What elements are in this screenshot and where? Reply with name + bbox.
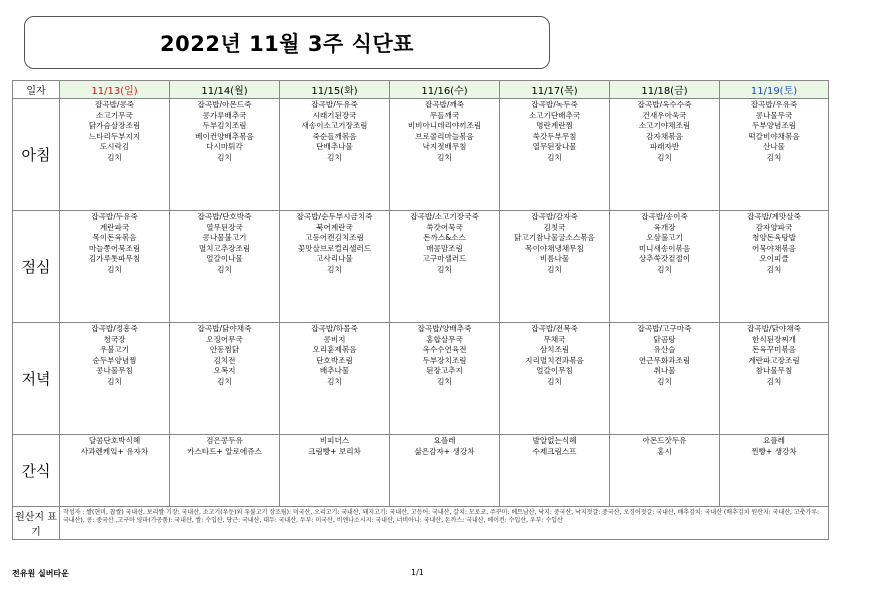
menu-item: 오징어무국: [206, 334, 243, 344]
menu-item: 떡갈비야채볶음: [748, 131, 800, 141]
menu-item: 김치전: [213, 355, 236, 365]
menu-item: 김칫국: [543, 222, 566, 232]
menu-cell: [610, 435, 720, 507]
meal-label: 아침: [13, 99, 60, 211]
menu-item: 김치: [107, 152, 122, 162]
menu-cell: [610, 323, 720, 435]
menu-item: 된장고추지: [426, 366, 463, 375]
menu-item: 육개장: [653, 222, 676, 232]
day-header: 11/17(목): [500, 81, 610, 99]
menu-cell: [280, 435, 390, 507]
menu-cell: [720, 323, 829, 435]
menu-cell: [500, 99, 610, 211]
menu-item: 요플레: [762, 436, 785, 445]
menu-item: 홍합살무국: [426, 334, 463, 344]
menu-item: 삶은감자+ 생강차: [414, 446, 475, 456]
menu-item: 잡곡밥/콩죽: [94, 100, 135, 109]
menu-item: 청양돈육탕밥: [751, 233, 796, 242]
menu-item: 느타리두부지지: [88, 131, 141, 141]
menu-item: 찐빵+ 생강차: [751, 446, 797, 456]
menu-item: 연근무화과조림: [638, 355, 691, 365]
menu-item: 고구마샐러드: [422, 254, 467, 263]
menu-cell: [390, 99, 500, 211]
menu-cell: [390, 211, 500, 323]
menu-item: 콩가루배추국: [202, 110, 247, 120]
menu-item: 요플레: [433, 436, 456, 445]
menu-cell: [500, 435, 610, 507]
menu-item: 순두부양념찜: [92, 355, 137, 365]
meal-label: 점심: [13, 211, 60, 323]
menu-item: 무채국: [543, 334, 566, 344]
menu-item: 잡곡밥/단호박죽: [197, 212, 252, 221]
menu-item: 파래자반: [649, 142, 680, 151]
meal-row: [13, 435, 829, 507]
menu-item: 잡곡밥/우유죽: [750, 100, 798, 109]
menu-item: 비름나물: [539, 254, 570, 263]
menu-item: 김치: [437, 264, 452, 274]
menu-item: 김치: [766, 264, 782, 274]
menu-item: 소고기야채조림: [638, 121, 691, 130]
menu-item: 도시락김: [99, 142, 130, 151]
menu-item: 어묵야채볶음: [751, 243, 796, 253]
menu-item: 김치: [657, 152, 672, 162]
menu-item: 잡곡밥/옥수수죽: [637, 100, 692, 109]
menu-item: 배추나물: [319, 366, 350, 375]
menu-table: [12, 80, 829, 540]
menu-item: 잡곡밥/고구마죽: [637, 324, 692, 333]
menu-item: 김치: [547, 264, 562, 274]
menu-item: 홍시: [657, 446, 672, 456]
menu-item: 단배추나물: [316, 142, 353, 151]
menu-item: 상추쑥갓겉절이: [638, 254, 691, 263]
menu-item: 발알없는식혜: [532, 436, 577, 445]
menu-item: 콩나물무국: [755, 110, 793, 120]
menu-item: 콩나물무침: [96, 366, 133, 375]
meal-label: 저녁: [13, 323, 60, 435]
menu-item: 꽃맛살브로컬리샐러드: [297, 243, 372, 253]
menu-item: 김치: [217, 152, 232, 162]
footer-facility-name: 전유원 실버타운: [12, 569, 69, 578]
menu-cell: [720, 99, 829, 211]
menu-item: 김치: [327, 376, 342, 386]
menu-item: 잡곡밥/두유죽: [311, 100, 358, 109]
menu-item: 열무된장국: [206, 222, 243, 232]
menu-item: 잡곡밥/아몬드죽: [197, 100, 252, 109]
menu-item: 소고기무국: [96, 110, 133, 120]
meal-row: [13, 211, 829, 323]
menu-item: 열무된장나물: [532, 142, 577, 151]
menu-item: 새송이소고기장조림: [301, 121, 368, 130]
menu-item: 잡곡밥/하몰죽: [311, 324, 358, 333]
menu-item: 닭고기참나물굴소스볶음: [514, 233, 595, 242]
menu-item: 두부양념조림: [751, 121, 796, 130]
menu-item: 목이야채냉채무침: [525, 243, 584, 253]
menu-item: 계란파국: [99, 222, 130, 232]
menu-item: 크림빵+ 보리차: [308, 446, 361, 456]
day-header: 11/15(화): [280, 81, 390, 99]
menu-item: 목이돈육볶음: [92, 233, 137, 242]
menu-item: 김치: [327, 264, 342, 274]
footer-page-number: 1/1: [411, 568, 424, 577]
menu-item: 두부장치조림: [422, 355, 467, 365]
menu-item: 잡곡밥/전복죽: [531, 324, 578, 333]
menu-item: 명란계란찜: [536, 121, 573, 130]
menu-item: 오삼불고기: [646, 233, 683, 242]
menu-item: 김치: [547, 376, 562, 386]
menu-item: 달콤단호박식혜: [88, 436, 141, 445]
menu-item: 카스타드+ 알로에쥬스: [187, 446, 262, 456]
menu-item: 참나물무침: [755, 366, 793, 375]
menu-item: 잡곡밥/녹두죽: [531, 100, 578, 109]
menu-cell: [170, 435, 280, 507]
menu-item: 비피더스: [319, 436, 350, 445]
menu-item: 마늘쫑어묵조림: [88, 243, 141, 253]
menu-item: 미니새송이볶음: [638, 243, 691, 253]
day-header: 11/18(금): [610, 81, 720, 99]
menu-item: 삼치조림: [539, 345, 570, 354]
menu-cell: [60, 323, 170, 435]
menu-item: 수제크림스프: [532, 446, 577, 456]
origin-label: 원산지 표기: [13, 507, 60, 540]
menu-item: 김가루톳파무침: [88, 254, 141, 263]
menu-item: 돈육꾸미볶음: [751, 345, 796, 354]
menu-item: 잡곡밥/감자죽: [531, 212, 578, 221]
menu-cell: [390, 323, 500, 435]
menu-item: 잡곡밥/계맛살죽: [747, 212, 801, 221]
menu-item: 고등어캔김치조림: [305, 233, 364, 242]
menu-item: 쑥갓어묵국: [426, 222, 463, 232]
menu-item: 잡곡밥/두유죽: [91, 212, 138, 221]
menu-item: 옥수수연육전: [422, 345, 467, 354]
menu-item: 김치: [657, 264, 672, 274]
menu-item: 김치: [327, 152, 342, 162]
day-header: 11/14(월): [170, 81, 280, 99]
menu-item: 브로콜리마늘볶음: [415, 131, 474, 141]
menu-item: 김치: [107, 376, 122, 386]
menu-cell: [390, 435, 500, 507]
menu-item: 얼갈이무침: [536, 366, 573, 375]
menu-item: 청국장: [103, 334, 126, 344]
menu-item: 단호박조림: [316, 355, 353, 365]
menu-item: 건새우아욱국: [642, 110, 687, 120]
day-header: 11/16(수): [390, 81, 500, 99]
menu-cell: [280, 99, 390, 211]
menu-cell: [610, 99, 720, 211]
menu-item: 한식된장찌개: [751, 334, 796, 344]
menu-item: 두부김치조림: [202, 121, 247, 130]
menu-item: 지리멸치견과볶음: [525, 355, 584, 365]
menu-item: 콩비지: [323, 334, 346, 344]
menu-cell: [280, 323, 390, 435]
meal-label: 간식: [13, 435, 60, 507]
menu-item: 아몬드잣두유: [642, 436, 687, 445]
menu-item: 감자채볶음: [646, 131, 683, 141]
menu-item: 베이컨양배추볶음: [195, 131, 254, 141]
menu-cell: [500, 323, 610, 435]
menu-item: 낙지젓배무침: [422, 142, 467, 151]
menu-cell: [500, 211, 610, 323]
menu-item: 김치: [217, 376, 232, 386]
menu-item: 잡곡밥/양배추죽: [417, 324, 472, 333]
menu-item: 김치: [437, 376, 452, 386]
menu-item: 취나물: [653, 366, 676, 375]
menu-item: 쑥갓두부무침: [532, 131, 577, 141]
menu-item: 김치: [657, 376, 672, 386]
menu-item: 북어계란국: [316, 222, 353, 232]
menu-item: 돈까스&소스: [423, 233, 466, 242]
menu-item: 계란파고장조림: [748, 355, 800, 365]
menu-item: 매콤맘조림: [426, 243, 463, 253]
menu-item: 안동찜닭: [209, 345, 240, 354]
origin-text: 작성자 : 쌀(현미, 찹쌀) 국내산, 보리쌀 기장: 국내산, 소고기(우둔)외 우불고기 장조림): 미국산, 오리고기: 국내산, 돼지고기: 국내산, 고등어: 국내산, 갈치: 모로코, 주꾸미: 베트남산, 낙지: 중국산, 낙지젓갈: 중국산, 오징어젓갈: 국내산, 배추김치: 국내산 (배추김치 원산지: 국내산, 고춧가루: 국내산), 콩: 중국산 ,고구마 양파(가공품): 국내산, 쌀: 수입산, 당근: 국내산, 대두: 국내산, 두부: 미국산, 비엔나소시지: 국내산, 너비아니: 국내산, 돈까스: 국내산, 베이컨: 수입산, 우부: 수입산: [60, 507, 829, 540]
menu-item: 다시마튀각: [206, 142, 243, 151]
menu-item: 김치: [766, 376, 782, 386]
origin-row: [13, 507, 829, 540]
menu-item: 오이피클: [759, 254, 789, 263]
menu-item: 얼갈이나물: [206, 254, 243, 263]
menu-cell: [720, 435, 829, 507]
menu-item: 고사리나물: [316, 254, 353, 263]
menu-cell: [170, 323, 280, 435]
menu-cell: [170, 211, 280, 323]
menu-item: 잡곡밥/닭야채죽: [197, 324, 252, 333]
menu-item: 잡곡밥/순두부시금치죽: [296, 212, 373, 221]
menu-item: 잡곡밥/소고기장국죽: [410, 212, 479, 221]
menu-item: 무들깨국: [429, 110, 460, 120]
menu-item: 잡곡밥/깨죽: [424, 100, 465, 109]
meal-row: [13, 99, 829, 211]
date-header-row: [13, 81, 829, 99]
date-label: 일자: [13, 81, 60, 99]
menu-item: 닭가슴살장조림: [88, 121, 141, 130]
menu-cell: [610, 211, 720, 323]
menu-item: 김치: [766, 152, 782, 162]
menu-item: 김치: [547, 152, 562, 162]
page-title: 2022년 11월 3주 식단표: [24, 16, 550, 69]
menu-item: 잡곡밥/정흥죽: [91, 324, 138, 333]
menu-cell: [280, 211, 390, 323]
menu-item: 오복지: [213, 366, 236, 375]
menu-item: 잡곡밥/닭야채죽: [747, 324, 801, 333]
menu-item: 오리훈제볶음: [312, 345, 357, 354]
menu-item: 김치: [217, 264, 232, 274]
day-header: 11/19(토): [720, 81, 829, 99]
menu-item: 검은콩두유: [206, 436, 243, 445]
menu-cell: [720, 211, 829, 323]
menu-item: 비비아니데리야끼조림: [407, 121, 482, 130]
menu-item: 김치: [437, 152, 452, 162]
menu-item: 닭곰탕: [653, 334, 676, 344]
menu-item: 우불고기: [99, 345, 130, 354]
day-header: 11/13(일): [60, 81, 170, 99]
menu-item: 시래기된장국: [312, 110, 357, 120]
menu-item: 김치: [107, 264, 122, 274]
menu-item: 멸치고추장조림: [198, 243, 251, 253]
menu-item: 죽순들깨볶음: [312, 131, 357, 141]
menu-item: 유산슬: [653, 345, 676, 354]
menu-item: 사과렌케잌+ 유자차: [80, 446, 149, 456]
menu-cell: [60, 211, 170, 323]
menu-item: 잡곡밥/송이죽: [641, 212, 688, 221]
menu-item: 소고기단배추국: [528, 110, 581, 120]
menu-item: 감자양파국: [755, 222, 793, 232]
menu-item: 콩나물불고기: [202, 233, 247, 242]
menu-cell: [170, 99, 280, 211]
menu-cell: [60, 435, 170, 507]
menu-item: 산나물: [762, 142, 785, 151]
meal-row: [13, 323, 829, 435]
menu-cell: [60, 99, 170, 211]
